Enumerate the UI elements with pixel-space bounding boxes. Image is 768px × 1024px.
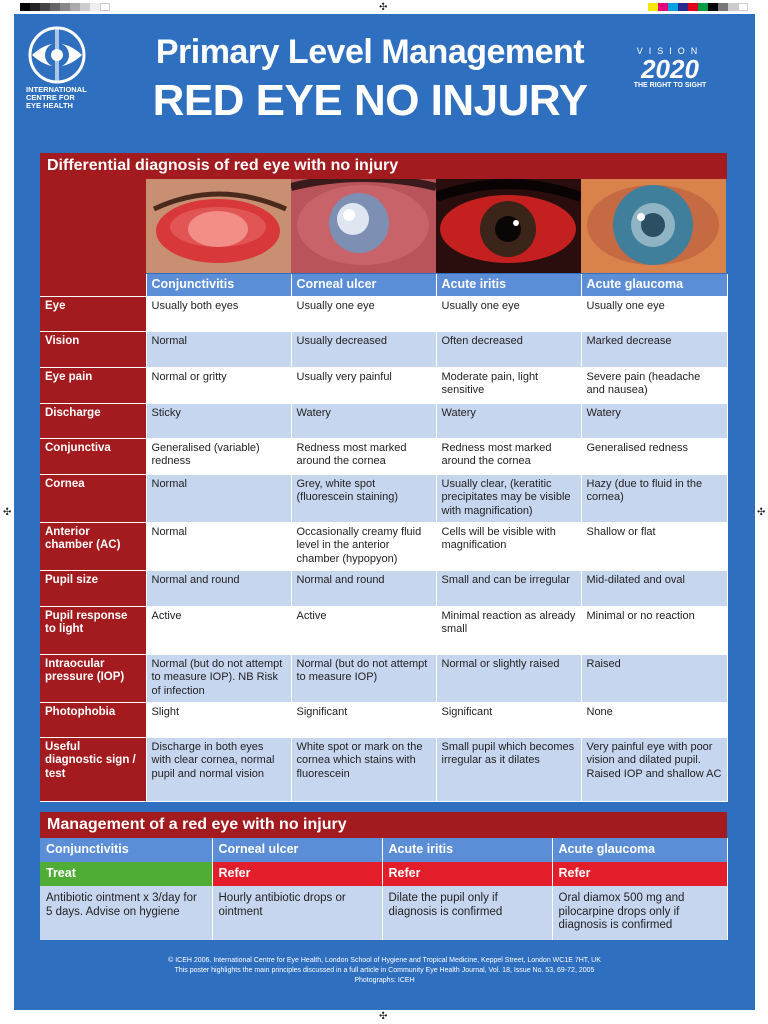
table-cell: Often decreased	[436, 331, 581, 367]
table-cell: Hazy (due to fluid in the cornea)	[581, 474, 727, 522]
management-detail-row	[40, 886, 727, 940]
management-column-header: Conjunctivitis	[40, 838, 212, 862]
diagnosis-row	[40, 702, 727, 737]
diagnosis-row	[40, 438, 727, 474]
management-action-row	[40, 862, 727, 886]
diagnosis-column-header: Conjunctivitis	[146, 274, 291, 296]
eye-logo-icon	[26, 26, 88, 84]
table-cell: Watery	[436, 403, 581, 438]
table-cell: Grey, white spot (fluorescein staining)	[291, 474, 436, 522]
vision2020-logo	[620, 46, 720, 89]
table-cell: None	[581, 702, 727, 737]
table-cell: Sticky	[146, 403, 291, 438]
table-cell: Redness most marked around the cornea	[291, 438, 436, 474]
footer-copyright: © ICEH 2006. International Centre for Eye Health, London School of Hygiene and Tropical Medicine, Keppel Street, London WC1E 7HT, UK	[168, 957, 601, 964]
registration-mark-bottom: ✣	[379, 1011, 388, 1022]
diagnosis-column-header: Corneal ulcer	[291, 274, 436, 296]
diagnosis-row	[40, 367, 727, 403]
row-label: Vision	[40, 331, 146, 367]
registration-mark-right: ✣	[757, 507, 766, 518]
row-label: Pupil response to light	[40, 606, 146, 654]
table-cell: Cells will be visible with magnification	[436, 522, 581, 570]
iceh-logo	[26, 26, 90, 110]
table-cell: Small pupil which becomes irregular as it dilates	[436, 737, 581, 801]
row-label: Intraocular pressure (IOP)	[40, 654, 146, 702]
table-cell: Normal	[146, 331, 291, 367]
table-cell: Generalised redness	[581, 438, 727, 474]
poster-title-line1: Primary Level Management	[155, 33, 585, 71]
table-cell: Watery	[581, 403, 727, 438]
table-cell: Generalised (variable) redness	[146, 438, 291, 474]
table-cell: Usually one eye	[436, 296, 581, 331]
row-label: Conjunctiva	[40, 438, 146, 474]
row-label: Anterior chamber (AC)	[40, 522, 146, 570]
action-refer-badge: Refer	[552, 862, 727, 886]
table-cell: Normal and round	[291, 570, 436, 606]
action-refer-badge: Refer	[212, 862, 382, 886]
table-cell: Severe pain (headache and nausea)	[581, 367, 727, 403]
photo-acute-glaucoma	[581, 179, 726, 273]
print-grayscale-bar	[20, 3, 110, 11]
table-cell: Significant	[291, 702, 436, 737]
management-column-header: Corneal ulcer	[212, 838, 382, 862]
table-cell: Normal	[146, 522, 291, 570]
table-cell: White spot or mark on the cornea which stains with fluorescein	[291, 737, 436, 801]
diagnosis-row	[40, 331, 727, 367]
management-detail: Oral diamox 500 mg and pilocarpine drops only if diagnosis is confirmed	[552, 886, 727, 940]
table-cell: Normal (but do not attempt to measure IOP)	[291, 654, 436, 702]
table-cell: Normal	[146, 474, 291, 522]
poster-title-line2: RED EYE NO INJURY	[152, 76, 588, 125]
table-cell: Significant	[436, 702, 581, 737]
table-cell: Watery	[291, 403, 436, 438]
footer-photo-credit: Photographs: ICEH	[354, 977, 415, 984]
diagnosis-row	[40, 474, 727, 522]
table-cell: Normal or slightly raised	[436, 654, 581, 702]
footer-article-note: This poster highlights the main principles discussed in a full article in Community Eye Health Journal, Vol. 18, Issue No. 53, 69-72, 2005	[174, 967, 595, 974]
print-color-bar	[648, 3, 748, 11]
table-cell: Usually very painful	[291, 367, 436, 403]
action-treat-badge: Treat	[40, 862, 212, 886]
logo-text: INTERNATIONAL CENTRE FOR EYE HEALTH	[26, 85, 87, 110]
vision-tagline: THE RIGHT TO SIGHT	[633, 82, 707, 89]
table-cell: Minimal reaction as already small	[436, 606, 581, 654]
diagnosis-section-title: Differential diagnosis of red eye with no injury	[40, 153, 727, 179]
photo-corneal-ulcer	[291, 179, 436, 273]
registration-mark-top: ✣	[379, 2, 388, 13]
photo-conjunctivitis	[146, 179, 291, 273]
diagnosis-column-header: Acute glaucoma	[581, 274, 727, 296]
diagnosis-column-header: Acute iritis	[436, 274, 581, 296]
diagnosis-header-filler	[40, 179, 146, 274]
table-cell: Small and can be irregular	[436, 570, 581, 606]
diagnosis-row	[40, 403, 727, 438]
management-detail: Antibiotic ointment x 3/day for 5 days. Advise on hygiene	[40, 886, 212, 940]
differential-diagnosis-table	[40, 274, 728, 802]
diagnosis-corner-cell	[40, 274, 146, 296]
row-label: Photophobia	[40, 702, 146, 737]
vision-word: VISION	[636, 46, 704, 56]
diagnosis-header-row	[40, 274, 727, 296]
management-detail: Dilate the pupil only if diagnosis is confirmed	[382, 886, 552, 940]
table-cell: Usually decreased	[291, 331, 436, 367]
table-cell: Occasionally creamy fluid level in the anterior chamber (hypopyon)	[291, 522, 436, 570]
table-cell: Usually one eye	[581, 296, 727, 331]
table-cell: Mid-dilated and oval	[581, 570, 727, 606]
diagnosis-row	[40, 296, 727, 331]
row-label: Discharge	[40, 403, 146, 438]
photo-acute-iritis	[436, 179, 581, 273]
vision-number: 2020	[641, 54, 699, 84]
diagnosis-row	[40, 522, 727, 570]
table-cell: Moderate pain, light sensitive	[436, 367, 581, 403]
table-cell: Very painful eye with poor vision and dilated pupil. Raised IOP and shallow AC	[581, 737, 727, 801]
table-cell: Redness most marked around the cornea	[436, 438, 581, 474]
table-cell: Slight	[146, 702, 291, 737]
management-detail: Hourly antibiotic drops or ointment	[212, 886, 382, 940]
table-cell: Normal (but do not attempt to measure IOP). NB Risk of infection	[146, 654, 291, 702]
table-cell: Active	[146, 606, 291, 654]
diagnosis-row	[40, 570, 727, 606]
row-label: Eye	[40, 296, 146, 331]
management-header-row	[40, 838, 727, 862]
table-cell: Normal or gritty	[146, 367, 291, 403]
table-cell: Shallow or flat	[581, 522, 727, 570]
table-cell: Active	[291, 606, 436, 654]
table-cell: Minimal or no reaction	[581, 606, 727, 654]
poster-footer	[14, 956, 755, 986]
eye-photos	[146, 179, 726, 273]
diagnosis-row	[40, 737, 727, 801]
table-cell: Normal and round	[146, 570, 291, 606]
diagnosis-row	[40, 606, 727, 654]
table-cell: Discharge in both eyes with clear cornea, normal pupil and normal vision	[146, 737, 291, 801]
row-label: Cornea	[40, 474, 146, 522]
registration-mark-left: ✣	[3, 507, 12, 518]
action-refer-badge: Refer	[382, 862, 552, 886]
table-cell: Usually both eyes	[146, 296, 291, 331]
row-label: Useful diagnostic sign / test	[40, 737, 146, 801]
management-table	[40, 838, 728, 940]
diagnosis-row	[40, 654, 727, 702]
management-column-header: Acute iritis	[382, 838, 552, 862]
table-cell: Marked decrease	[581, 331, 727, 367]
table-cell: Usually one eye	[291, 296, 436, 331]
table-cell: Raised	[581, 654, 727, 702]
row-label: Eye pain	[40, 367, 146, 403]
row-label: Pupil size	[40, 570, 146, 606]
management-column-header: Acute glaucoma	[552, 838, 727, 862]
table-cell: Usually clear, (keratitic precipitates may be visible with magnification)	[436, 474, 581, 522]
management-section-title: Management of a red eye with no injury	[40, 812, 727, 838]
